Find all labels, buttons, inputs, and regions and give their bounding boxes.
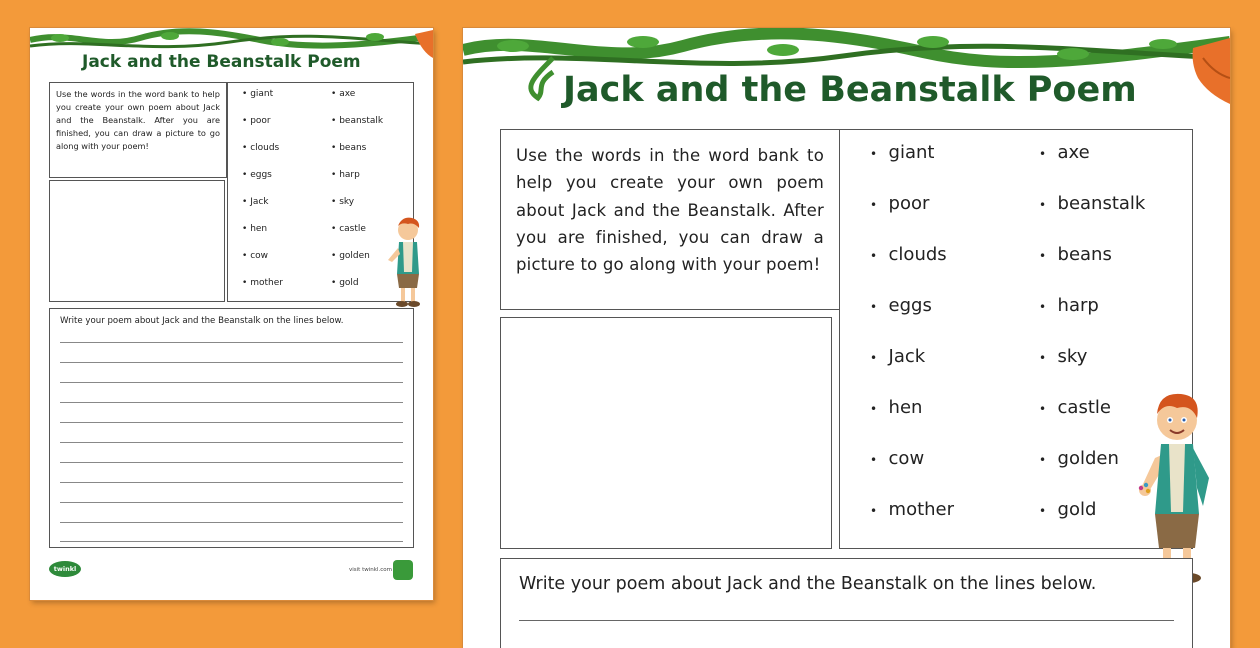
word-bank-word: • hen <box>242 224 268 234</box>
instructions-box <box>500 129 840 310</box>
writing-line <box>519 620 1174 621</box>
word-bank-word: • clouds <box>242 143 280 153</box>
writing-line <box>60 442 403 443</box>
word-bank-word: • poor <box>242 116 271 126</box>
writing-line <box>60 422 403 423</box>
word-bank-word: • Jack <box>870 346 926 367</box>
instructions-text: Use the words in the word bank to help you create your own poem about Jack and the Beanstalk. After you are finished, you can draw a picture to go along with your poem! <box>56 89 220 151</box>
word-bank-word: • mother <box>242 278 283 288</box>
worksheet-detail[interactable] <box>463 28 1230 648</box>
poem-box[interactable] <box>49 308 414 548</box>
worksheet-thumbnail[interactable] <box>30 28 433 600</box>
word-bank-word: • hen <box>870 397 923 418</box>
word-bank-word: • castle <box>1039 397 1111 418</box>
word-bank-word: • beans <box>1039 244 1112 265</box>
poem-prompt: Write your poem about Jack and the Beanstalk on the lines below. <box>519 574 1097 594</box>
picture-box[interactable] <box>500 317 832 549</box>
picture-box[interactable] <box>49 180 225 302</box>
word-bank-word: • poor <box>870 193 930 214</box>
footer-url: visit twinkl.com <box>349 567 392 573</box>
word-bank-word: • beanstalk <box>1039 193 1146 214</box>
word-bank-word: • harp <box>1039 295 1099 316</box>
writing-line <box>60 522 403 523</box>
word-bank-word: • mother <box>870 499 955 520</box>
writing-line <box>60 462 403 463</box>
word-bank-word: • giant <box>870 142 935 163</box>
word-bank-word: • clouds <box>870 244 947 265</box>
poem-prompt: Write your poem about Jack and the Beanstalk on the lines below. <box>60 316 344 326</box>
word-bank-word: • cow <box>870 448 925 469</box>
writing-line <box>60 502 403 503</box>
word-bank-word: • gold <box>1039 499 1097 520</box>
jack-character-icon <box>386 216 430 310</box>
word-bank-word: • beans <box>331 143 367 153</box>
word-bank-word: • axe <box>331 89 356 99</box>
word-bank-word: • golden <box>1039 448 1119 469</box>
instructions-text: Use the words in the word bank to help you create your own poem about Jack and the Beanstalk. After you are finished, you can draw a picture to go along with your poem! <box>516 146 824 275</box>
word-bank-word: • giant <box>242 89 274 99</box>
writing-line <box>60 541 403 542</box>
word-bank-word: • castle <box>331 224 366 234</box>
word-bank-word: • Jack <box>242 197 269 207</box>
word-bank-word: • golden <box>331 251 370 261</box>
word-bank-word: • eggs <box>870 295 932 316</box>
word-bank-word: • harp <box>331 170 360 180</box>
poem-box[interactable] <box>500 558 1193 648</box>
twinkl-logo: twinkl <box>49 561 81 577</box>
word-bank-word: • sky <box>331 197 355 207</box>
page-title: Jack and the Beanstalk Poem <box>563 70 1137 110</box>
twinkl-badge-icon <box>393 560 413 580</box>
page-title: Jack and the Beanstalk Poem <box>82 52 361 72</box>
word-bank-word: • cow <box>242 251 269 261</box>
word-bank-word: • axe <box>1039 142 1090 163</box>
writing-line <box>60 362 403 363</box>
instructions-box <box>49 82 227 178</box>
writing-line <box>60 342 403 343</box>
writing-line <box>60 382 403 383</box>
word-bank-word: • sky <box>1039 346 1088 367</box>
writing-line <box>60 402 403 403</box>
word-bank-word: • gold <box>331 278 359 288</box>
writing-line <box>60 482 403 483</box>
word-bank-word: • eggs <box>242 170 272 180</box>
word-bank-word: • beanstalk <box>331 116 384 126</box>
